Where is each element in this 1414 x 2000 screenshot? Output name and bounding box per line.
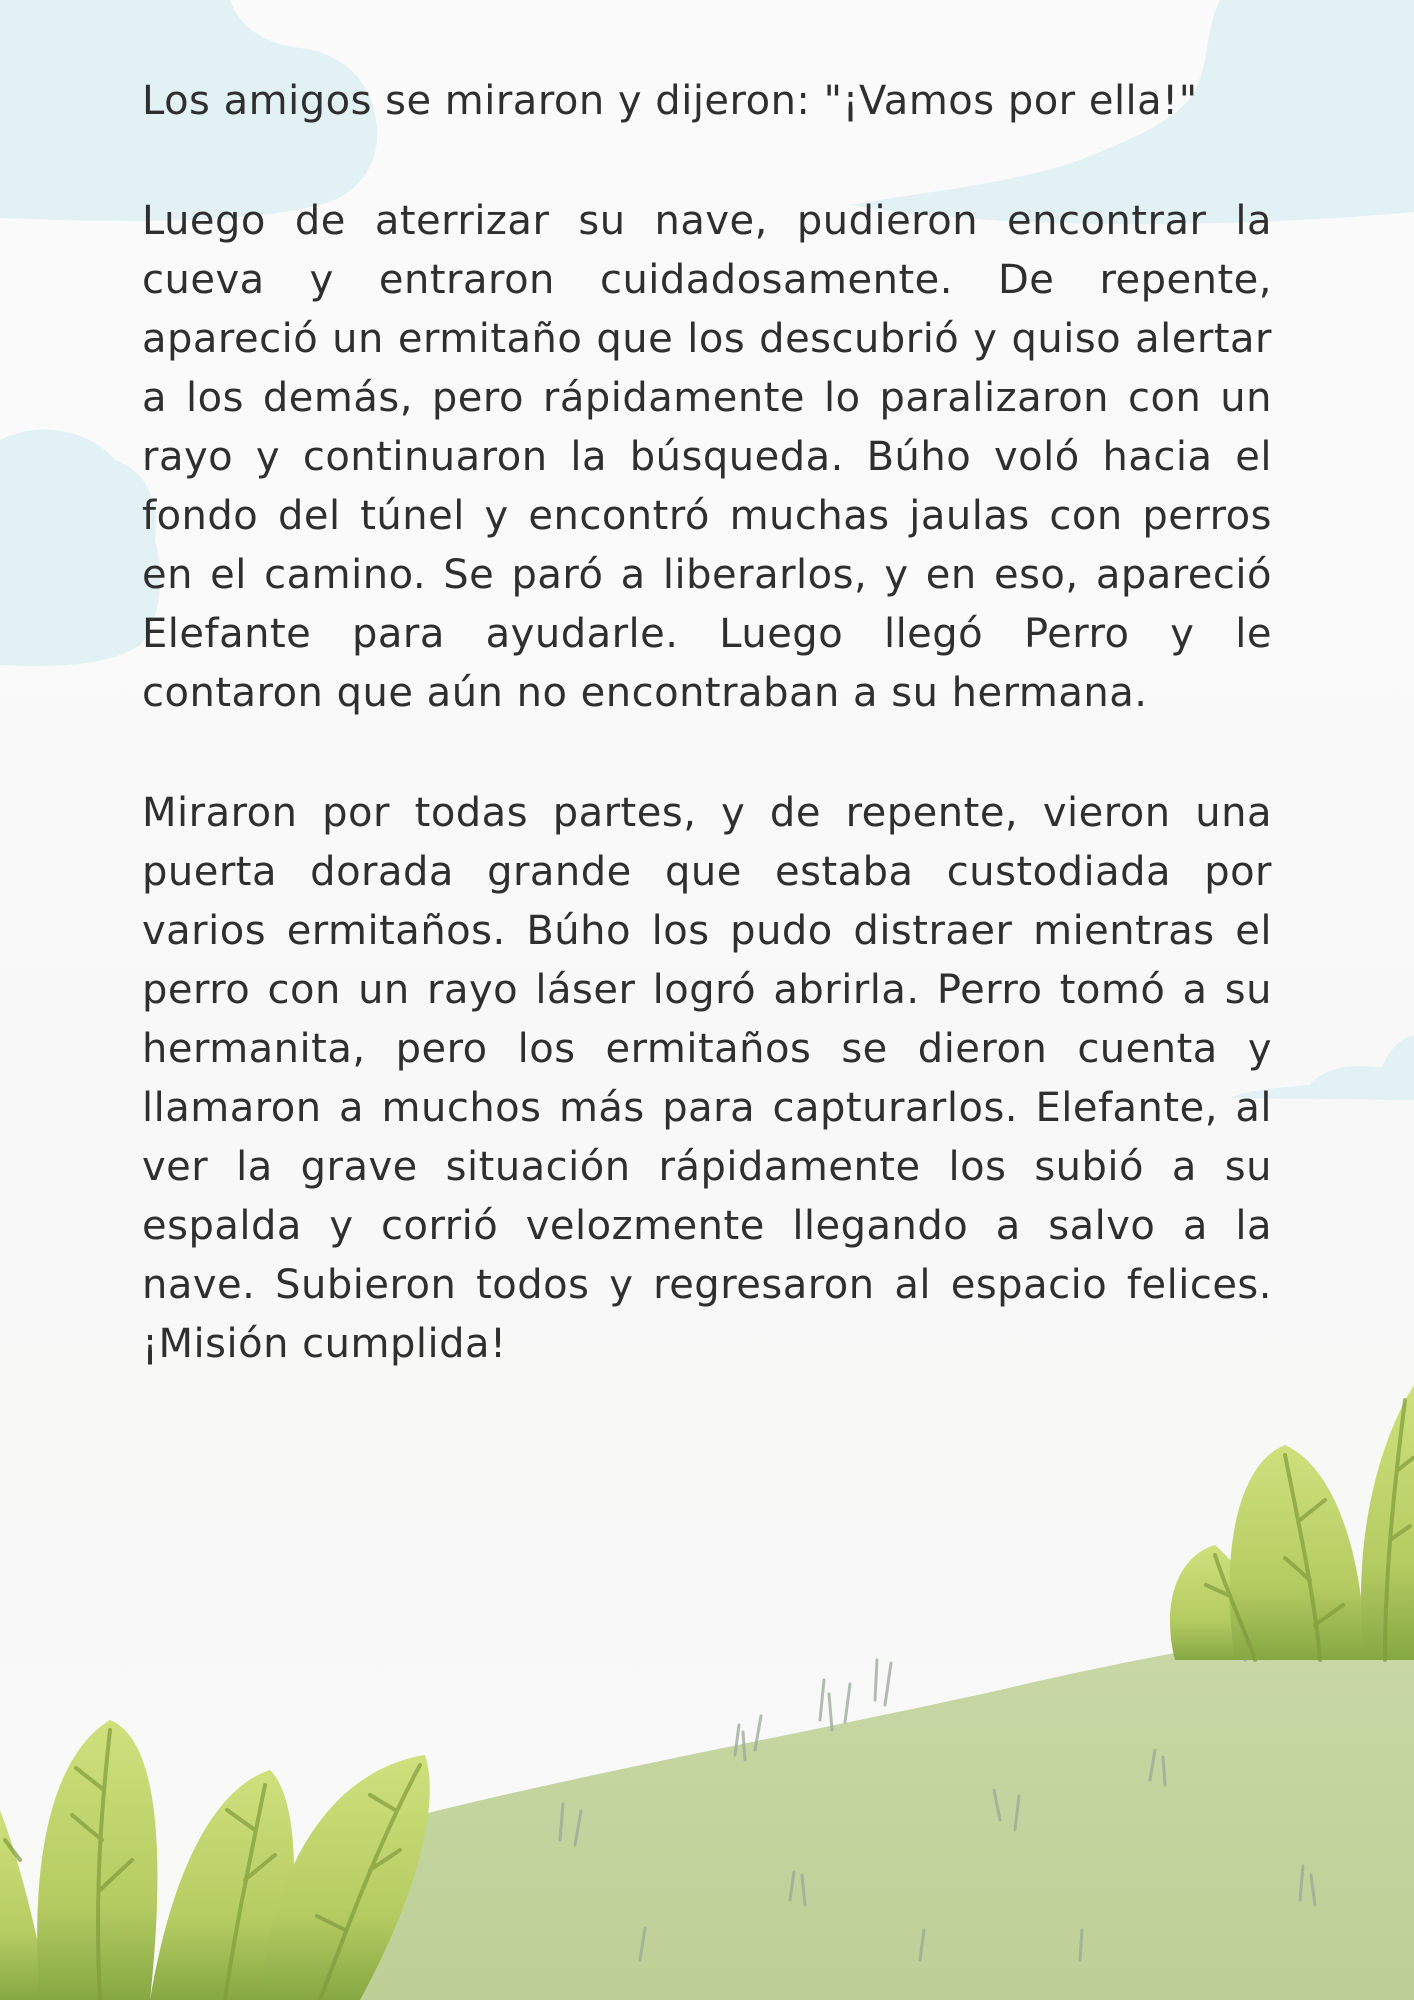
story-paragraph-3: Miraron por todas partes, y de repente, vieron una puerta dorada grande que estaba custodiada por varios ermitaños. Búho los pudo distraer mientras el perro con un rayo láser logró abrirla. Perro tomó a su hermanita, pero los ermitaños se dieron cuenta y llamaron a muchos más para capturarlos. Elefante, al ver la grave situación rápidamente los subió a su espalda y corrió velozmente llegando a salvo a la nave. Subieron todos y regresaron al espacio felices. ¡Misión cumplida! — [142, 790, 1272, 1367]
bush-right — [1170, 1385, 1414, 1660]
story-text — [142, 72, 1272, 1374]
grass-hill — [330, 1618, 1414, 2000]
bush-bottom-left — [0, 1720, 430, 2000]
story-paragraph-2: Luego de aterrizar su nave, pudieron encontrar la cueva y entraron cuidadosamente. De repente, apareció un ermitaño que los descubrió y quiso alertar a los demás, pero rápidamente lo paralizaron con un rayo y continuaron la búsqueda. Búho voló hacia el fondo del túnel y encontró muchas jaulas con perros en el camino. Se paró a liberarlos, y en eso, apareció Elefante para ayudarle. Luego llegó Perro y le contaron que aún no encontraban a su hermana. — [142, 198, 1272, 716]
story-paragraph-1: Los amigos se miraron y dijeron: "¡Vamos por ella!" — [142, 78, 1198, 124]
cloud-left-middle — [0, 430, 160, 666]
